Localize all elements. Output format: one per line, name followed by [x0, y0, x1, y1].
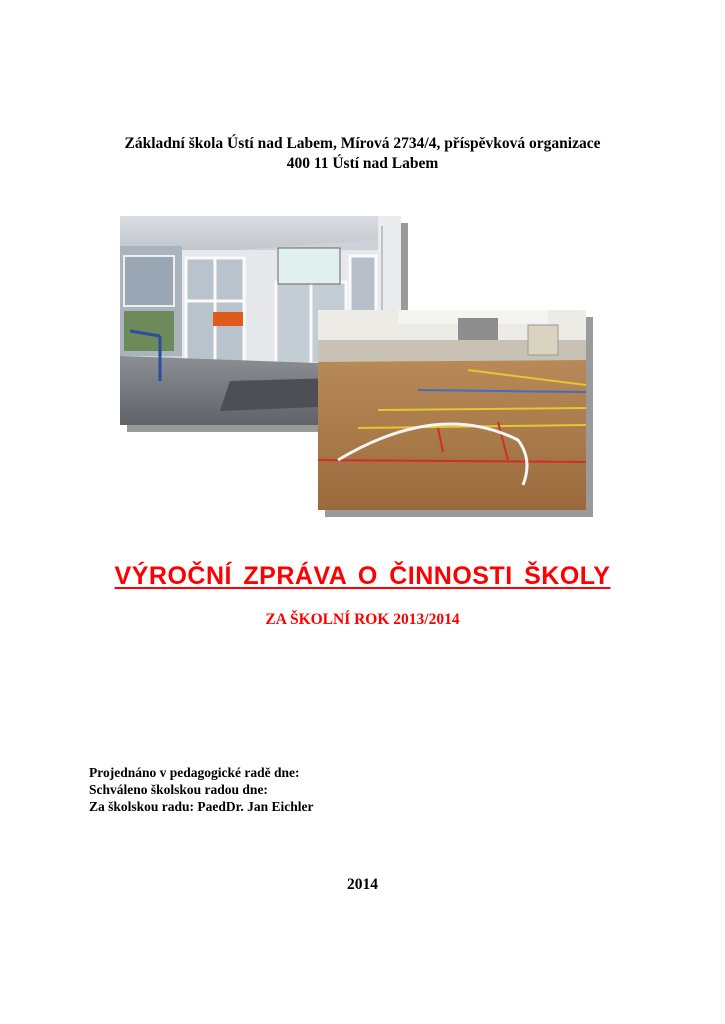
school-header: [0, 134, 725, 174]
report-title-text: VÝROČNÍ ZPRÁVA O ČINNOSTI ŠKOLY: [114, 562, 611, 590]
approval-pedagogical-council: Projednáno v pedagogické radě dne:: [89, 765, 300, 780]
approval-block: [89, 764, 314, 815]
school-year-subtitle: ZA ŠKOLNÍ ROK 2013/2014: [265, 611, 460, 628]
school-name-line: Základní škola Ústí nad Labem, Mírová 2734/4, příspěvková organizace: [124, 135, 601, 152]
school-address-line: 400 11 Ústí nad Labem: [286, 155, 439, 172]
approval-school-board: Schváleno školskou radou dne:: [89, 782, 268, 797]
approval-signatory: Za školskou radu: PaedDr. Jan Eichler: [89, 799, 314, 814]
document-year: 2014: [347, 876, 378, 893]
school-gym-photo: [318, 310, 586, 510]
report-title: [0, 562, 725, 591]
